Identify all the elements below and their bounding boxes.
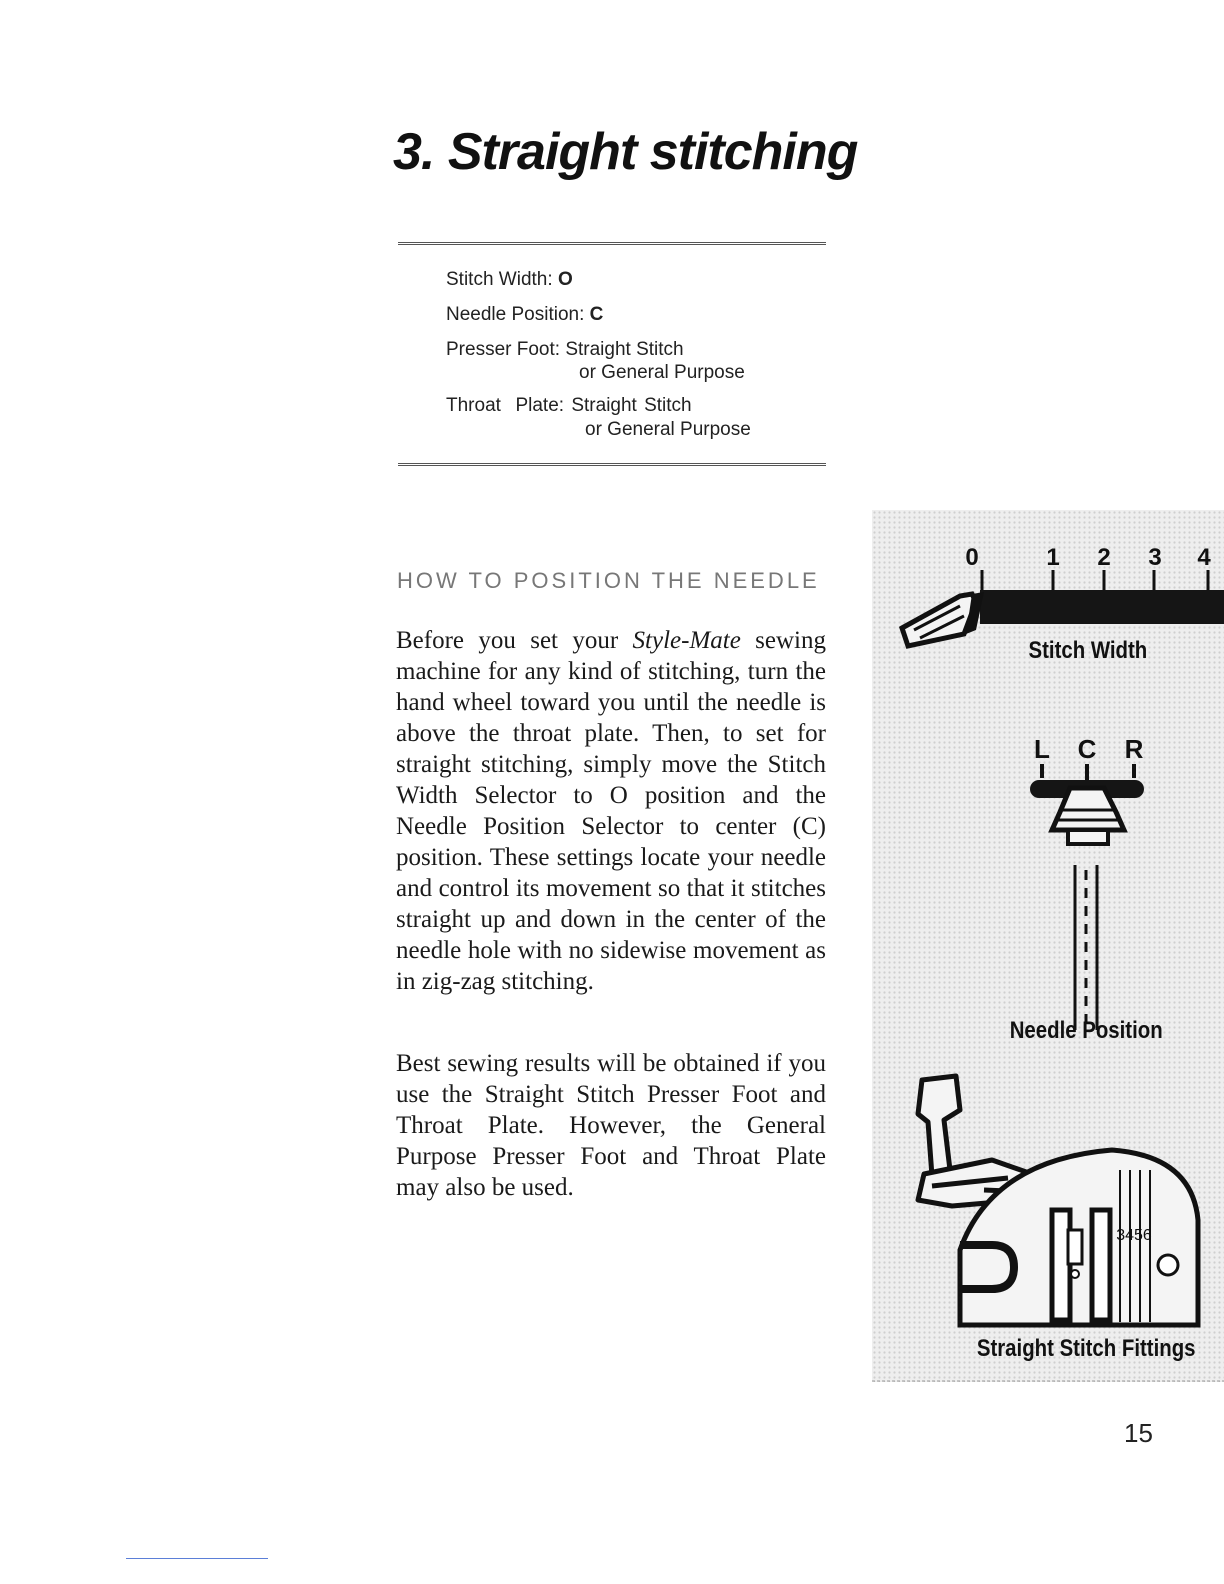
needle-position-tick-c: C [1077,734,1097,764]
throat-plate-value-cont: or General Purpose [585,419,751,440]
stitch-width-tick-3: 3 [1148,544,1162,571]
stitch-width-tick-0: 0 [965,544,979,571]
instructions-paragraph [396,625,826,997]
stitch-width-value: O [557,269,573,290]
paragraph-text-rest: sewing machine for any kind of stitching, turn the hand wheel toward you until the needle is above the throat plate. Then, to set for straight stitching, simply move the Stitch Width Selector to O position and the Needle Position Selector to center (C) position. These settings locate your needle and control its movement so that it stitches straight up and down in the center of the needle hole with no sidewise movement as in zig-zag stitching. [396,627,826,995]
footer-divider [126,1558,268,1559]
needle-position-label: Needle Position: [446,304,585,325]
stitch-settings-illustration [872,510,1224,1382]
throat-plate-number: 3456 [1116,1227,1152,1244]
stitch-width-caption: Stitch Width [1028,636,1148,664]
page-title: 3. Straight stitching [393,123,858,181]
needle-position-setting [446,304,603,326]
stitch-width-tick-2: 2 [1097,544,1111,571]
throat-plate-label: Throat Plate: [446,395,565,416]
fittings-caption: Straight Stitch Fittings [976,1334,1196,1362]
settings-box [398,242,826,466]
needle-position-tick-l: L [1034,734,1050,764]
needle-position-value: C [589,304,604,325]
stitch-width-tick-4: 4 [1197,544,1211,571]
needle-position-caption: Needle Position [1009,1016,1163,1044]
presser-foot-value: Straight Stitch [565,339,684,360]
stitch-width-track [980,590,1224,624]
presser-foot-label: Presser Foot: [446,339,561,360]
section-heading: HOW TO POSITION THE NEEDLE [397,568,820,593]
illustration-graphic [872,510,1224,1382]
needle-position-tick-r: R [1124,734,1144,764]
brand-name: Style-Mate [632,627,741,654]
stitch-width-tick-1: 1 [1046,544,1060,571]
recommendation-paragraph: Best sewing results will be obtained if you use the Straight Stitch Presser Foot and Throat Plate. However, the General Purpose Presser Foot and Throat Plate may also be used. [396,1050,826,1201]
throat-plate-value: Straight Stitch [571,395,692,416]
stitch-width-label: Stitch Width: [446,269,553,290]
presser-foot-setting [446,339,684,361]
throat-plate-setting [446,395,692,417]
page-number: 15 [1124,1418,1153,1448]
presser-foot-value-cont: or General Purpose [579,362,745,383]
stitch-width-setting [446,269,573,291]
paragraph-text-start: Before you set your [396,627,633,654]
